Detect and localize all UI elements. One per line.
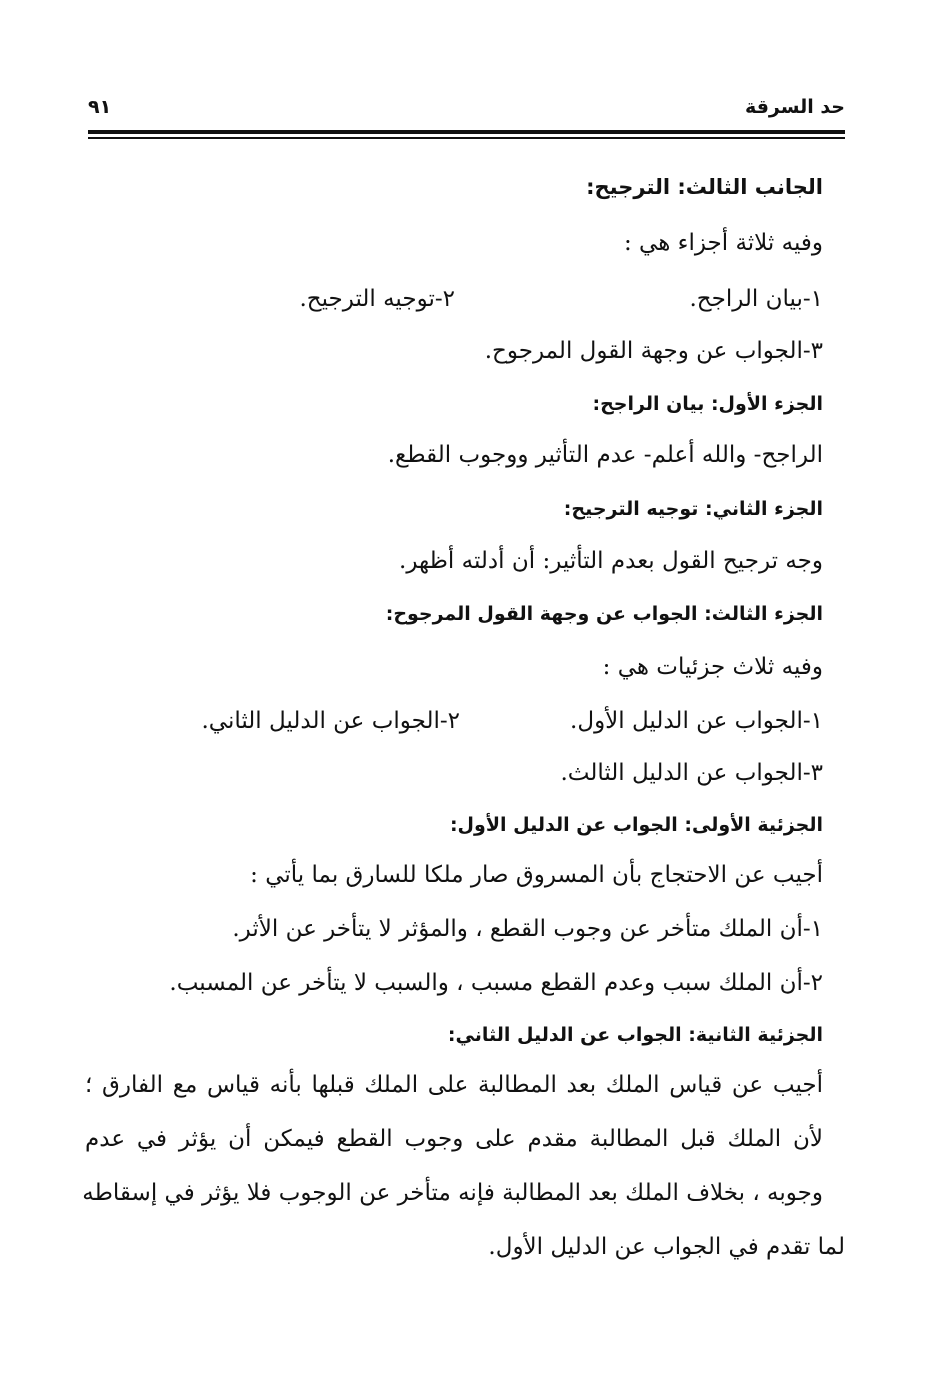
- part2-heading: الجزء الثاني: توجيه الترجيح:: [563, 498, 823, 520]
- sub2-paragraph-line-1: أجيب عن قياس الملك بعد المطالبة على الملك قبلها بأنه قياس مع الفارق ؛: [85, 1072, 823, 1098]
- subpart-item-1: ١-الجواب عن الدليل الأول.: [570, 708, 823, 734]
- sub2-paragraph-line-2: لأن الملك قبل المطالبة مقدم على وجوب القطع فيمكن أن يؤثر في عدم: [85, 1126, 823, 1152]
- part-item-3: ٣-الجواب عن وجهة القول المرجوح.: [484, 338, 823, 364]
- sub1-point-1: ١-أن الملك متأخر عن وجوب القطع ، والمؤثر لا يتأخر عن الأثر.: [232, 916, 823, 942]
- subpart-item-2: ٢-الجواب عن الدليل الثاني.: [201, 708, 460, 734]
- part3-heading: الجزء الثالث: الجواب عن وجهة القول المرجوح:: [385, 603, 823, 625]
- sub2-paragraph-line-4: لما تقدم في الجواب عن الدليل الأول.: [488, 1234, 845, 1260]
- section-heading: الجانب الثالث: الترجيح:: [586, 175, 823, 199]
- part-item-1: ١-بيان الراجح.: [689, 286, 823, 312]
- sub2-heading: الجزئية الثانية: الجواب عن الدليل الثاني:: [447, 1024, 823, 1046]
- running-title: حد السرقة: [744, 96, 845, 118]
- subpart-item-3: ٣-الجواب عن الدليل الثالث.: [560, 760, 823, 786]
- sub2-paragraph-line-3: وجوبه ، بخلاف الملك بعد المطالبة فإنه متأخر عن الوجوب فلا يؤثر في إسقاطه: [82, 1180, 823, 1206]
- sub1-intro: أجيب عن الاحتجاج بأن المسروق صار ملكا للسارق بما يأتي :: [250, 862, 823, 888]
- part1-text: الراجح- والله أعلم- عدم التأثير ووجوب القطع.: [387, 442, 823, 468]
- intro-subparts: وفيه ثلاث جزئيات هي :: [602, 654, 823, 680]
- part1-heading: الجزء الأول: بيان الراجح:: [592, 393, 823, 415]
- sub1-point-2: ٢-أن الملك سبب وعدم القطع مسبب ، والسبب لا يتأخر عن المسبب.: [169, 970, 823, 996]
- intro-parts: وفيه ثلاثة أجزاء هي :: [623, 230, 823, 256]
- part2-text: وجه ترجيح القول بعدم التأثير: أن أدلته أظهر.: [399, 548, 823, 574]
- part-item-2: ٢-توجيه الترجيح.: [299, 286, 455, 312]
- sub1-heading: الجزئية الأولى: الجواب عن الدليل الأول:: [449, 814, 823, 836]
- page-number: ٩١: [88, 96, 112, 118]
